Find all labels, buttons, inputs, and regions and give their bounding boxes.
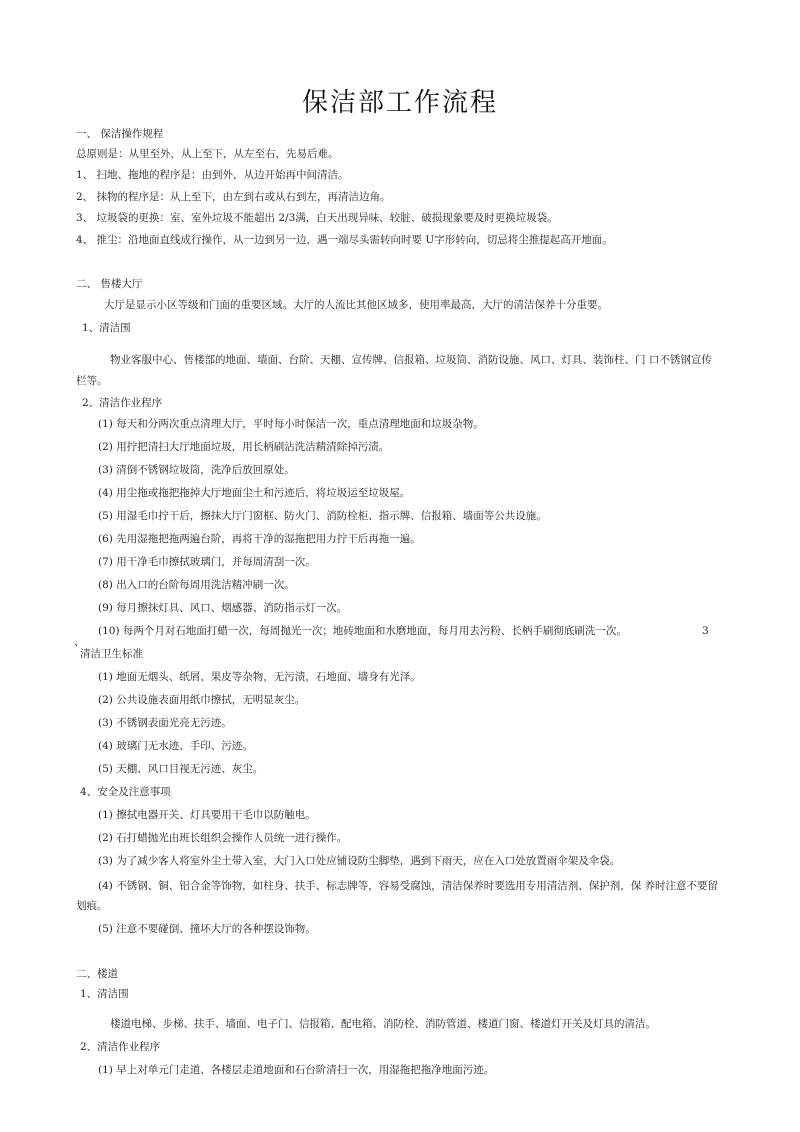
list-item: (9) 每月擦抹灯具、风口、烟感器、消防指示灯一次。 bbox=[98, 602, 348, 614]
list-item: 3、 垃圾袋的更换：室、室外垃圾不能超出 2/3满，白天出现异味、较脏、破损现象要及时更换垃圾袋。 bbox=[76, 212, 558, 224]
list-item: (3) 清倒不锈钢垃圾筒，洗净后放回原处。 bbox=[98, 464, 295, 476]
list-item: (4) 用尘拖或拖把拖掉大厅地面尘土和污迹后，将垃圾运至垃圾屋。 bbox=[98, 487, 411, 499]
list-item: (10) 每两个月对石地面打蜡一次，每周抛光一次；地砖地面和水磨地面，每月用去污粉、长柄手刷彻底刷洗一次。 bbox=[98, 625, 627, 637]
list-item: (2) 用拧把清扫大厅地面垃圾，用长柄刷沾洗洁精清除掉污渍。 bbox=[98, 441, 390, 453]
section-heading: 二、 售楼大厅 bbox=[76, 278, 143, 290]
paragraph: 总原则是：从里至外，从上至下，从左至右，先易后难。 bbox=[76, 148, 339, 160]
list-item: (3) 为了减少客人将室外尘土带入室，大门入口处应铺设防尘脚垫，遇到下雨天，应在入口处放置雨伞架及伞袋。 bbox=[98, 855, 621, 867]
list-item: (1) 每天和分两次重点清理大厅，平时每小时保洁一次，重点清理地面和垃圾杂物。 bbox=[98, 418, 484, 430]
list-item: (4) 玻璃门无水迹、手印、污迹。 bbox=[98, 740, 253, 752]
page-title: 保洁部工作流程 bbox=[301, 88, 498, 118]
paragraph: 大厅是显示小区等级和门面的重要区域。大厅的人流比其他区域多，使用率最高，大厅的清洁保养十分重要。 bbox=[104, 299, 608, 311]
list-item: (4) 不锈钢、铜、铝合金等饰物，如柱身、扶手、标志牌等，容易受腐蚀，清洁保养时要选用专用清洁剂、保护剂，保 养时注意不要留划痕。 bbox=[76, 880, 719, 912]
list-item: (8) 出入口的台阶每周用洗洁精冲刷一次。 bbox=[98, 579, 295, 591]
subsection-heading: 4、安全及注意事项 bbox=[80, 786, 171, 798]
paragraph: 物业客服中心、售楼部的地面、墙面、台阶、天棚、宣传牌、信报箱、垃圾筒、消防设施、风口、灯具、装饰柱、门 口不锈钢宣传栏等。 bbox=[76, 354, 712, 387]
section-heading: 二、楼道 bbox=[76, 968, 118, 980]
list-item: (6) 先用湿拖把拖两遍台阶，再将干净的湿拖把用力拧干后再拖一遍。 bbox=[98, 533, 421, 545]
list-item: 1、 扫地、拖地的程序是：由到外，从边开始再中间清洁。 bbox=[76, 169, 349, 181]
subsection-heading: 清洁卫生标准 bbox=[80, 648, 143, 660]
list-item: (5) 天棚、风口目视无污迹、灰尘。 bbox=[98, 763, 264, 775]
section-number: 3 bbox=[702, 625, 709, 637]
list-item: (7) 用干净毛巾擦拭玻璃门，并每周清刮一次。 bbox=[98, 556, 316, 568]
subsection-heading: 2、清洁作业程序 bbox=[82, 397, 163, 409]
list-item: 4、 推尘：沿地面直线成行操作，从一边到另一边，遇一端尽头需转向时要 U字形转向，切忌将尘推提起高开地面。 bbox=[76, 234, 613, 246]
list-item: (1) 擦拭电器开关、灯具要用干毛巾以防触电。 bbox=[98, 809, 316, 821]
list-item: (5) 用湿毛巾拧干后，擦抹大厅门窗框、防火门、消防栓柜、指示牌、信报箱、墙面等公共设施。 bbox=[98, 510, 547, 522]
list-item: (2) 公共设施表面用纸巾擦拭，无明显灰尘。 bbox=[98, 694, 306, 706]
paragraph: 楼道电梯、步梯、扶手、墙面、电子门、信报箱、配电箱、消防栓、消防管道、楼道门窗、楼道灯开关及灯具的清洁。 bbox=[110, 1018, 656, 1030]
subsection-heading: 2、清洁作业程序 bbox=[80, 1041, 161, 1053]
list-item: (1) 早上对单元门走道、各楼层走道地面和石台阶清扫一次，用湿拖把拖净地面污迹。 bbox=[98, 1064, 495, 1076]
section-heading: 一、 保洁操作规程 bbox=[76, 128, 164, 140]
list-item: (5) 注意不要碰倒、撞坏大厅的各种摆设饰物。 bbox=[98, 923, 316, 935]
list-item: 2、 抹物的程序是：从上至下，由左到右或从右到左，再清洁边角。 bbox=[76, 191, 391, 203]
list-item: (2) 石打蜡抛光由班长组织会操作人员统一进行操作。 bbox=[98, 832, 348, 844]
list-item: (1) 地面无烟头、纸屑、果皮等杂物，无污渍，石地面、墙身有光泽。 bbox=[98, 671, 421, 683]
list-item: (3) 不锈钢表面光亮无污迹。 bbox=[98, 717, 232, 729]
subsection-heading: 1、清洁围 bbox=[82, 322, 131, 334]
section-number-mark: 、 bbox=[74, 636, 85, 648]
subsection-heading: 1、清洁围 bbox=[80, 988, 129, 1000]
